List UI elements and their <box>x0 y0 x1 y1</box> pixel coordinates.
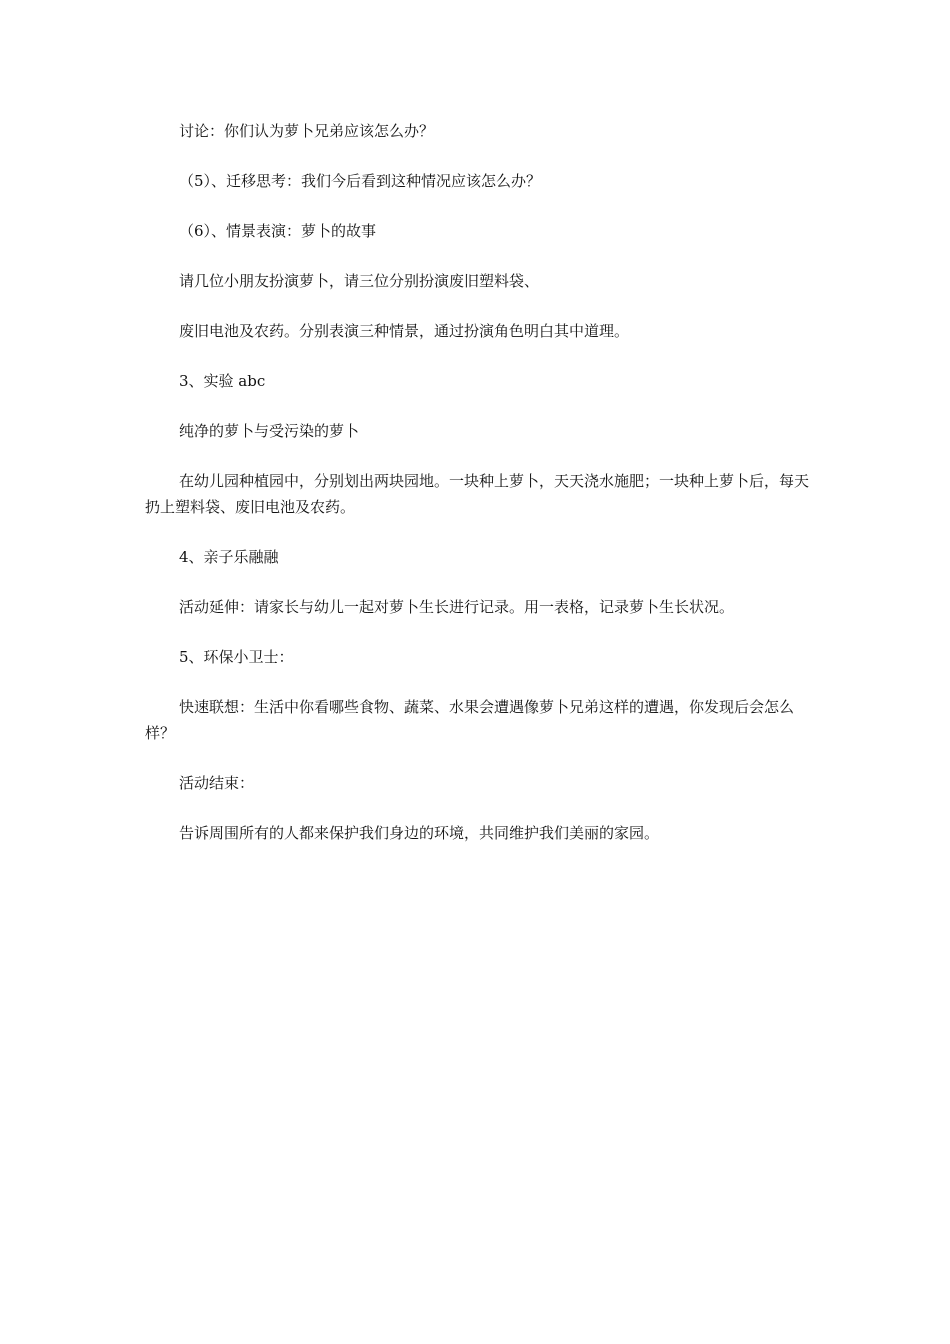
heading-activity-end: 活动结束： <box>179 774 255 792</box>
paragraph-role-performance: 废旧电池及农药。分别表演三种情景，通过扮演角色明白其中道理。 <box>179 322 630 340</box>
paragraph-transfer-thinking: （5）、迁移思考：我们今后看到这种情况应该怎么办？ <box>179 172 542 190</box>
paragraph-quick-association: 快速联想：生活中你看哪些食物、蔬菜、水果会遭遇像萝卜兄弟这样的遭遇，你发现后会怎么样？ <box>145 698 795 742</box>
paragraph-experiment-title: 纯净的萝卜与受污染的萝卜 <box>179 422 360 440</box>
paragraph-role-play: （6）、情景表演：萝卜的故事 <box>179 222 377 240</box>
paragraph-role-assignment: 请几位小朋友扮演萝卜，请三位分别扮演废旧塑料袋、 <box>179 272 540 290</box>
paragraph-closing: 告诉周围所有的人都来保护我们身边的环境，共同维护我们美丽的家园。 <box>179 824 660 842</box>
heading-eco-guardian: 5、环保小卫士： <box>179 648 294 666</box>
document-page <box>145 118 817 870</box>
heading-parent-child: 4、亲子乐融融 <box>179 548 279 566</box>
paragraph-activity-extension: 活动延伸：请家长与幼儿一起对萝卜生长进行记录。用一表格，记录萝卜生长状况。 <box>179 598 735 616</box>
paragraph-experiment-description: 在幼儿园种植园中，分别划出两块园地。一块种上萝卜，天天浇水施肥；一块种上萝卜后，每天扔上塑料袋、废旧电池及农药。 <box>145 472 810 516</box>
paragraph-discussion: 讨论：你们认为萝卜兄弟应该怎么办？ <box>179 122 435 140</box>
heading-experiment: 3、实验 abc <box>179 372 266 390</box>
